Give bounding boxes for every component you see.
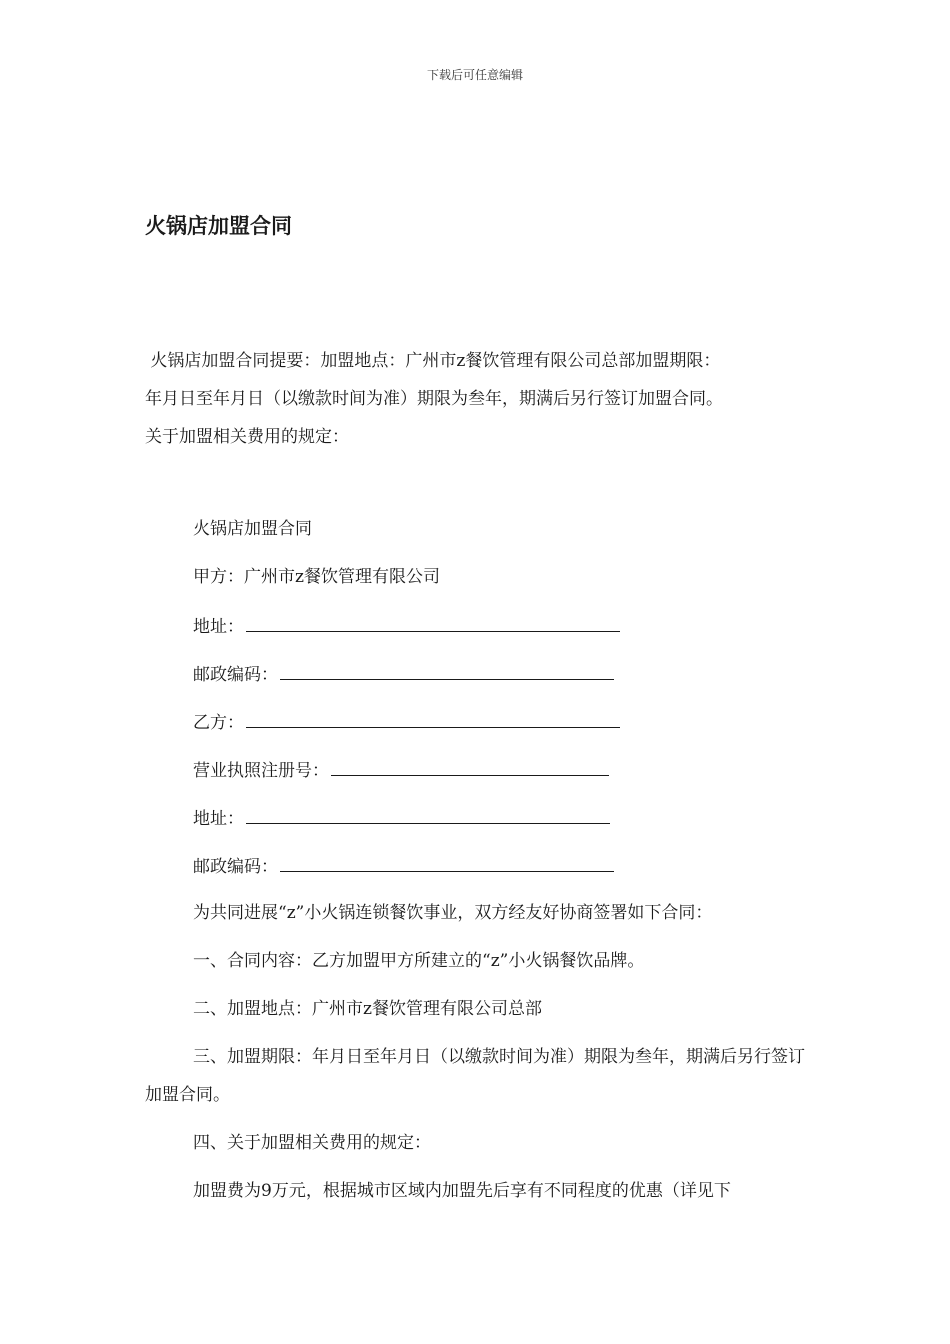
party-b-label: 乙方： — [193, 713, 244, 733]
postcode-blank-line — [280, 661, 614, 680]
clause-3: 三、加盟期限：年月日至年月日（以缴款时间为准）期限为叁年，期满后另行签订加盟合同。 — [145, 1047, 805, 1105]
fee-paragraph: 加盟费为9万元，根据城市区域内加盟先后享有不同程度的优惠（详见下 — [193, 1181, 731, 1201]
postcode-label: 邮政编码： — [193, 665, 278, 685]
party-b-postcode-field — [193, 853, 614, 879]
summary-line: 火锅店加盟合同提要：加盟地点：广州市z餐饮管理有限公司总部加盟期限： — [145, 351, 721, 371]
contract-intro: 为共同进展“z”小火锅连锁餐饮事业，双方经友好协商签署如下合同： — [193, 903, 713, 923]
party-b-field — [193, 709, 620, 735]
contract-summary — [145, 342, 810, 456]
contract-heading: 火锅店加盟合同 — [193, 519, 312, 539]
address-label: 地址： — [193, 809, 244, 829]
postcode-label: 邮政编码： — [193, 857, 278, 877]
summary-line: 关于加盟相关费用的规定： — [145, 427, 349, 447]
license-number-field — [193, 757, 609, 783]
address-blank-line — [246, 805, 610, 824]
postcode-blank-line — [280, 853, 614, 872]
clause-1: 一、合同内容：乙方加盟甲方所建立的“z”小火锅餐饮品牌。 — [193, 951, 645, 971]
license-label: 营业执照注册号： — [193, 761, 329, 781]
address-blank-line — [246, 613, 620, 632]
party-a-postcode-field — [193, 661, 614, 687]
document-title: 火锅店加盟合同 — [145, 214, 292, 238]
license-blank-line — [331, 757, 609, 776]
page-header-note: 下载后可任意编辑 — [426, 68, 523, 82]
party-b-blank-line — [246, 709, 620, 728]
summary-line: 年月日至年月日（以缴款时间为准）期限为叁年，期满后另行签订加盟合同。 — [145, 389, 723, 409]
address-label: 地址： — [193, 617, 244, 637]
party-b-address-field — [193, 805, 610, 831]
party-a-address-field — [193, 613, 620, 639]
clause-4: 四、关于加盟相关费用的规定： — [193, 1133, 431, 1153]
party-a-line: 甲方：广州市z餐饮管理有限公司 — [193, 567, 440, 587]
clause-2: 二、加盟地点：广州市z餐饮管理有限公司总部 — [193, 999, 542, 1019]
